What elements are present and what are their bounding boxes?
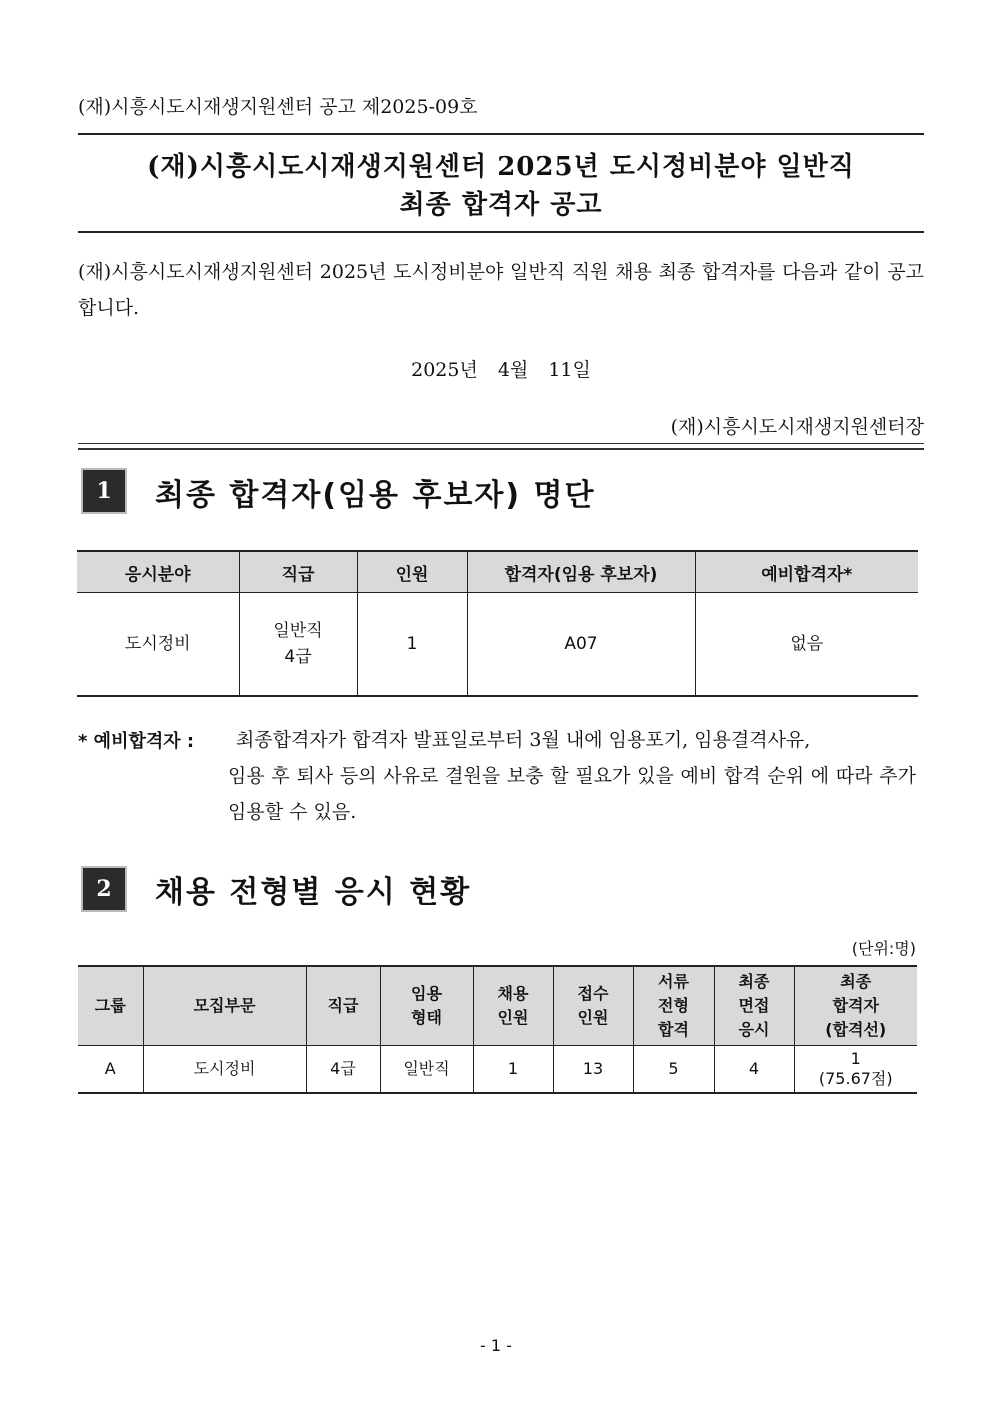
- header-interview-l3: 응시: [738, 1020, 770, 1039]
- footnote-label: * 예비합격자 :: [78, 731, 195, 752]
- page-title-line2: 최종 합격자 공고: [399, 190, 603, 220]
- cell-reserve: 없음: [695, 593, 918, 697]
- header-interview-l2: 면접: [738, 996, 770, 1015]
- table-header-row: [77, 551, 918, 593]
- cell-type: 일반직: [380, 1046, 473, 1094]
- cell-dept: 도시정비: [143, 1046, 306, 1094]
- header-type-l1: 임용: [411, 984, 442, 1003]
- page-number: - 1 -: [480, 1336, 512, 1355]
- cell-grade-line2: 4급: [284, 647, 312, 667]
- table-row: [77, 593, 918, 697]
- cell-count: 1: [357, 593, 467, 697]
- unit-label: (단위:명): [851, 939, 916, 958]
- recruitment-status-table: [78, 965, 917, 1094]
- section2-title: 채용 전형별 응시 현황: [155, 875, 472, 910]
- header-hire-l2: 인원: [497, 1008, 529, 1027]
- cell-passer: A07: [467, 593, 695, 697]
- header-doc: [633, 966, 714, 1046]
- cell-apply: 13: [553, 1046, 633, 1094]
- title-top-rule: [78, 133, 924, 135]
- header-passer: 합격자(임용 후보자): [467, 551, 695, 593]
- header-group: 그룹: [78, 966, 143, 1046]
- section2-number: 2: [81, 866, 127, 912]
- header-apply-l1: 접수: [577, 984, 609, 1003]
- cell-field: 도시정비: [77, 593, 239, 697]
- section1-number: 1: [81, 468, 127, 514]
- header-interview-l1: 최종: [738, 972, 770, 991]
- intro-text: (재)시흥시도시재생지원센터 2025년 도시정비분야 일반직 직원 채용 최종 합격자를 다음과 같이 공고합니다.: [78, 261, 924, 319]
- cell-grade: [239, 593, 357, 697]
- cell-interview: 4: [714, 1046, 794, 1094]
- footnote-line1: 최종합격자가 합격자 발표일로부터 3월 내에 임용포기, 임용결격사유,: [236, 729, 811, 751]
- header-grade: 직급: [239, 551, 357, 593]
- notice-number: (재)시흥시도시재생지원센터 공고 제2025-09호: [78, 96, 478, 118]
- section1-title: 최종 합격자(임용 후보자) 명단: [155, 478, 596, 513]
- cell-final-cutoff: (75.67점): [818, 1069, 893, 1088]
- header-final: [794, 966, 917, 1046]
- header-dept: 모집부문: [143, 966, 306, 1046]
- header-doc-l1: 서류: [658, 972, 689, 991]
- cell-doc: 5: [633, 1046, 714, 1094]
- cell-final-count: 1: [850, 1049, 861, 1068]
- header-apply: [553, 966, 633, 1046]
- header-doc-l3: 합격: [658, 1020, 689, 1039]
- header-type-l2: 형태: [411, 1008, 442, 1027]
- footnote-line2: 임용 후 퇴사 등의 사유로 결원을 보충 할 필요가 있을 예비 합격 순위 에 따라 추가 임용할 수 있음.: [228, 765, 916, 823]
- notice-date: 2025년 4월 11일: [411, 359, 591, 381]
- header-interview: [714, 966, 794, 1046]
- table-row: [78, 1046, 917, 1094]
- cell-grade-line1: 일반직: [273, 621, 323, 641]
- header-grade: 직급: [306, 966, 380, 1046]
- final-passers-table: [77, 550, 918, 697]
- header-count: 인원: [357, 551, 467, 593]
- header-final-l3: (합격선): [825, 1020, 887, 1039]
- cell-hire: 1: [473, 1046, 553, 1094]
- cell-group: A: [78, 1046, 143, 1094]
- header-doc-l2: 전형: [658, 996, 689, 1015]
- cell-grade: 4급: [306, 1046, 380, 1094]
- title-bottom-rule: [78, 231, 924, 233]
- header-type: [380, 966, 473, 1046]
- header-final-l2: 합격자: [832, 996, 879, 1015]
- cell-final: [794, 1046, 917, 1094]
- header-reserve: 예비합격자*: [695, 551, 918, 593]
- page-title-line1: (재)시흥시도시재생지원센터 2025년 도시정비분야 일반직: [147, 152, 855, 182]
- header-field: 응시분야: [77, 551, 239, 593]
- signer: (재)시흥시도시재생지원센터장: [670, 416, 924, 438]
- header-hire: [473, 966, 553, 1046]
- header-hire-l1: 채용: [497, 984, 529, 1003]
- header-apply-l2: 인원: [577, 1008, 609, 1027]
- table-header-row: [78, 966, 917, 1046]
- section-divider: [78, 443, 924, 450]
- header-final-l1: 최종: [840, 972, 872, 991]
